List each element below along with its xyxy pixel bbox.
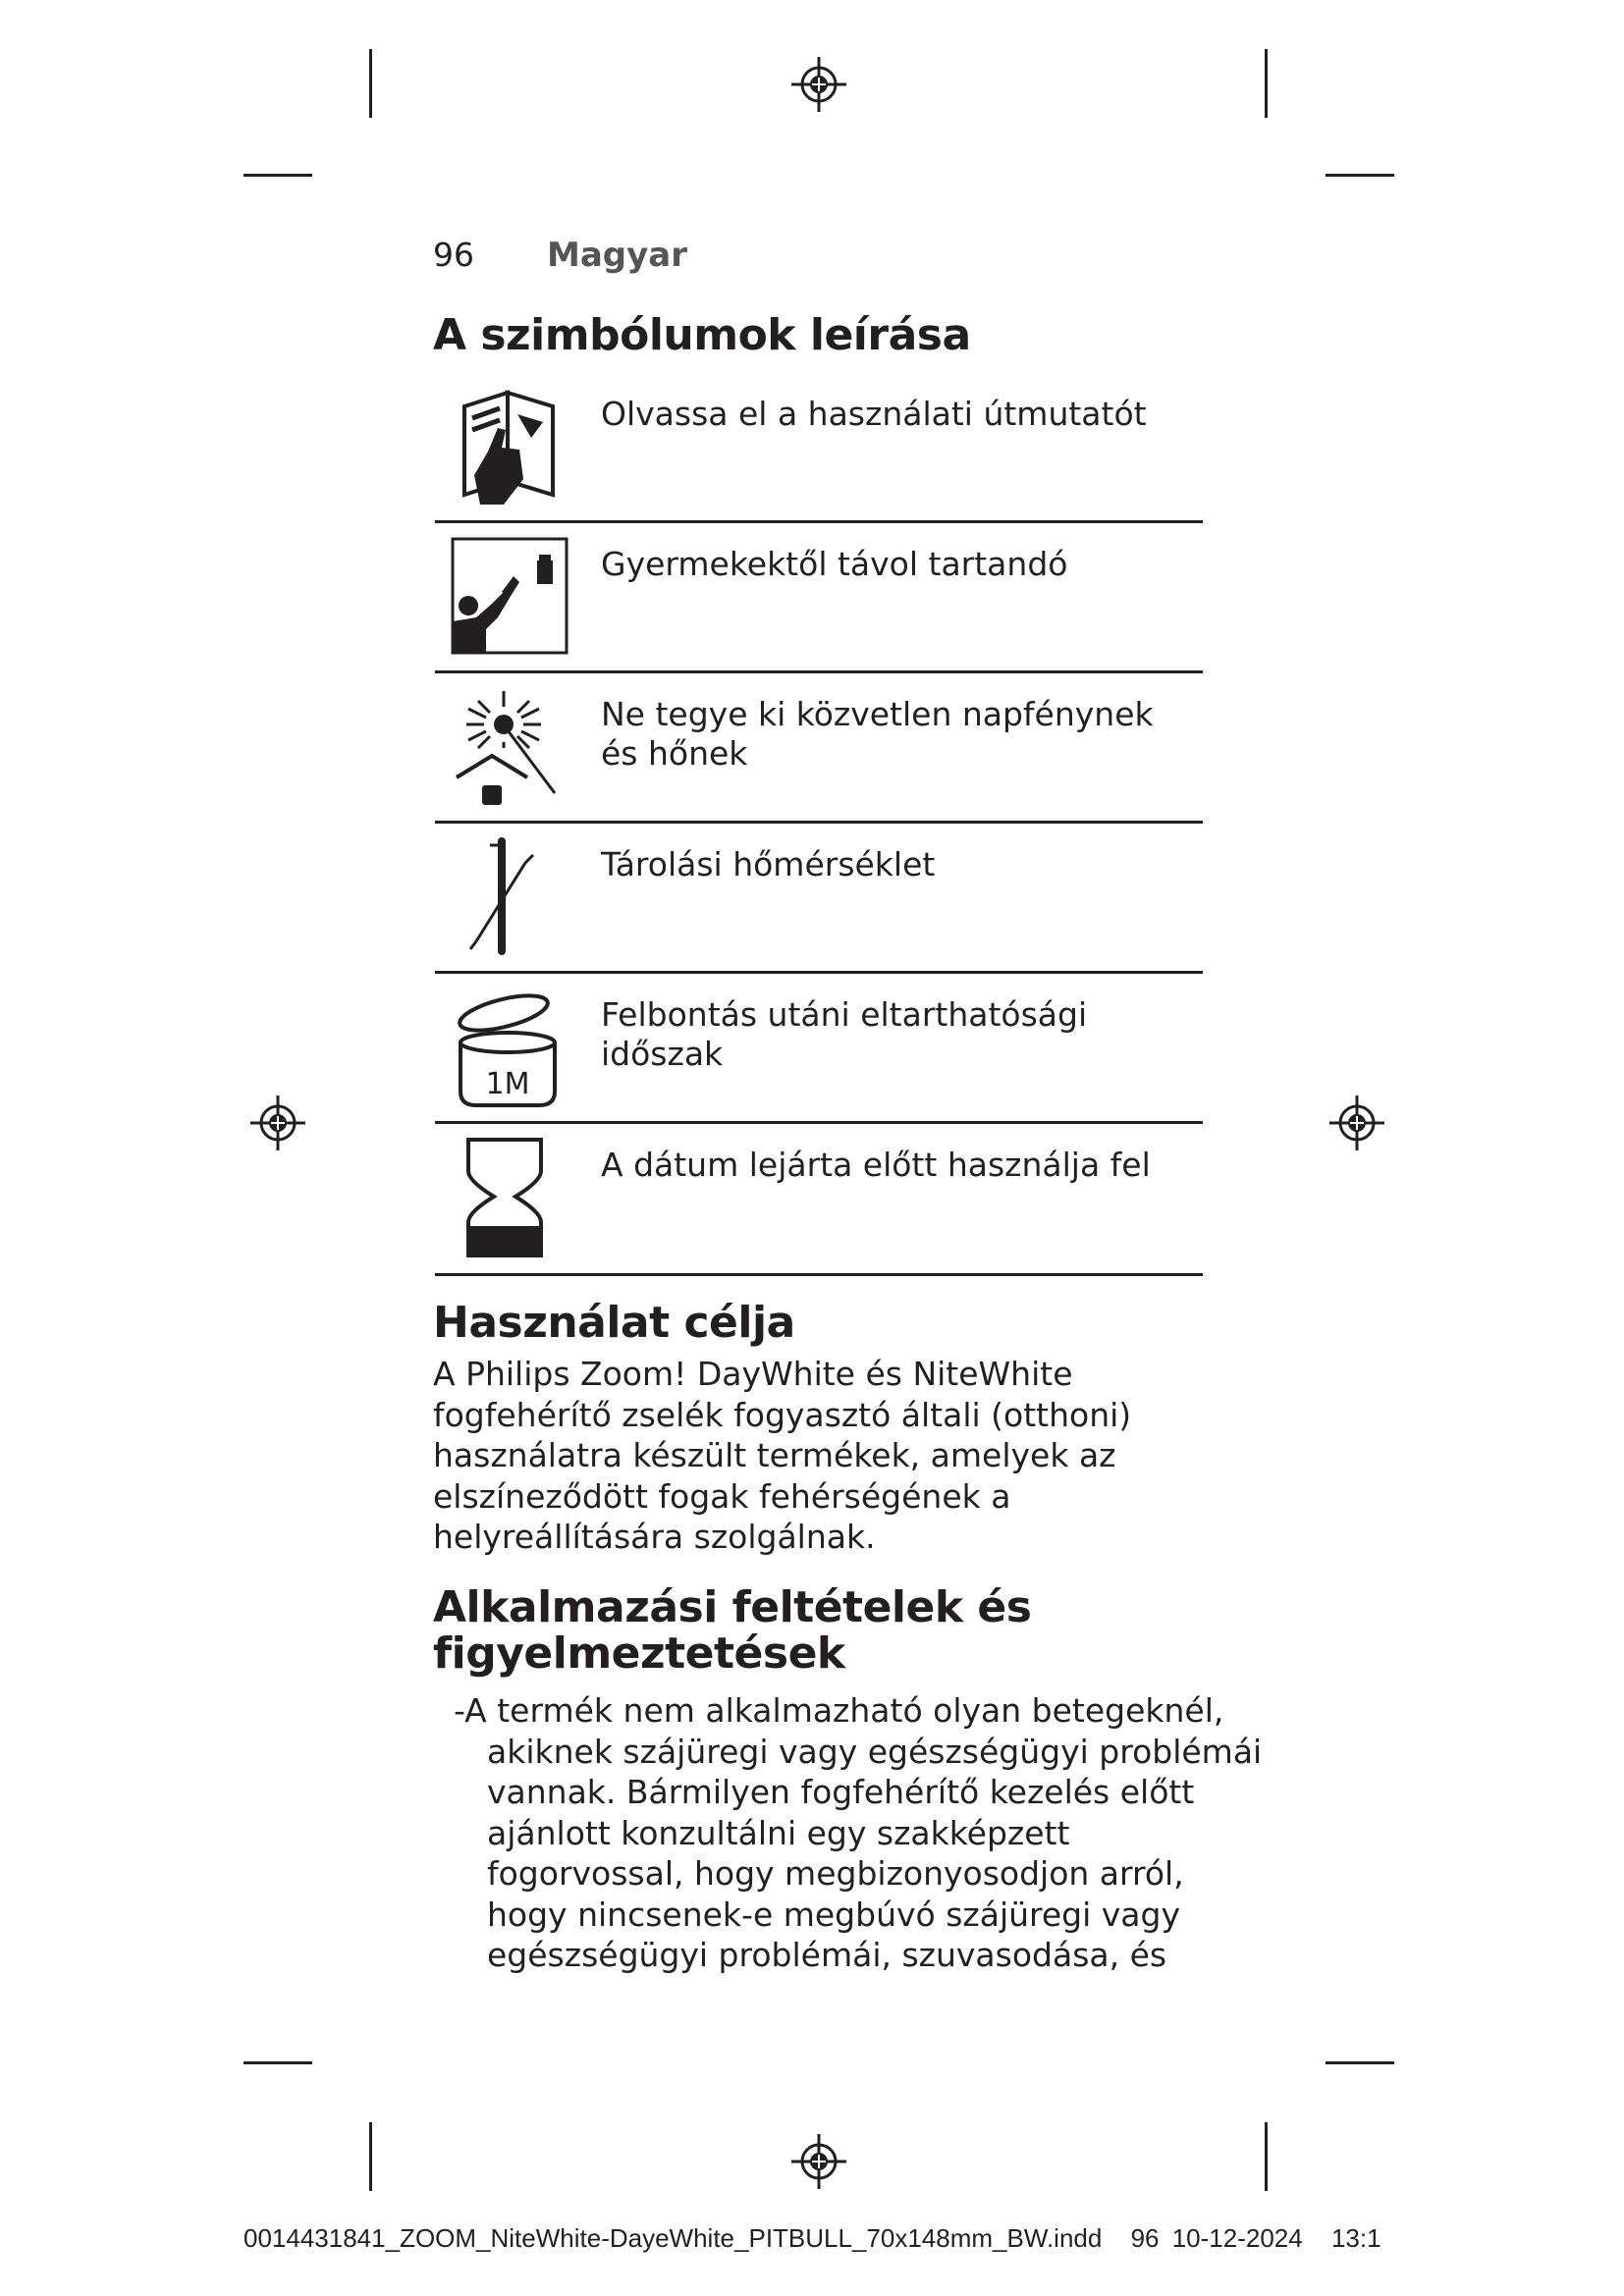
slug-date: 10-12-2024: [1171, 2223, 1303, 2253]
symbols-table: [435, 373, 1203, 1276]
symbol-description: Olvassa el a használati útmutatót: [601, 395, 1147, 433]
symbol-description: Ne tegye ki közvetlen napfénynek és hőnek: [601, 695, 1154, 773]
slug-page-ref: 96: [1130, 2223, 1160, 2253]
page-language: Magyar: [547, 236, 687, 275]
crop-mark: [369, 2122, 372, 2191]
symbol-description: Felbontás utáni eltarthatósági időszak: [601, 995, 1088, 1073]
registration-mark-icon: [791, 2134, 846, 2189]
crop-mark: [1326, 2061, 1394, 2064]
hourglass-icon: [447, 1136, 569, 1258]
period-after-opening-icon: [447, 986, 569, 1108]
registration-mark-icon: [250, 1095, 305, 1150]
slug-filename: 0014431841_ZOOM_NiteWhite-DayeWhite_PITBULL_70x148mm_BW.indd: [244, 2223, 1103, 2253]
symbol-description: A dátum lejárta előtt használja fel: [601, 1146, 1151, 1184]
keep-away-children-icon: [447, 535, 569, 658]
crop-mark: [244, 2061, 312, 2064]
crop-mark: [1326, 174, 1394, 177]
purpose-paragraph: A Philips Zoom! DayWhite és NiteWhite fogfehérítő zselék fogyasztó általi (otthoni) használatra készült termékek, amelyek az elszíneződött fogak fehérségének a helyreállítására szolgálnak.: [433, 1355, 1132, 1556]
symbol-row: [435, 373, 1203, 523]
symbol-row: [435, 824, 1203, 974]
symbol-icon-label: 1M: [485, 1067, 530, 1101]
slug-time: 13:1: [1330, 2223, 1381, 2253]
crop-mark: [1265, 2122, 1268, 2191]
crop-mark: [1265, 49, 1268, 118]
symbol-description: Tárolási hőmérséklet: [601, 845, 936, 883]
symbols-title: A szimbólumok leírása: [433, 310, 971, 360]
symbol-row: [435, 974, 1203, 1124]
conditions-bullet: -A termék nem alkalmazható olyan betegeknél, akiknek szájüregi vagy egészségügyi problémái vannak. Bármilyen fogfehérítő kezelés előtt ajánlott konzultálni egy szakképzett fogorvossal, hogy megbizonyosodjon arról, hogy nincsenek-e megbúvó szájüregi vagy egészségügyi problémái, szuvasodása, és: [454, 1691, 1263, 1974]
crop-mark: [369, 49, 372, 118]
crop-mark: [244, 174, 312, 177]
no-sunlight-heat-icon: [447, 685, 569, 808]
conditions-title: Alkalmazási feltételek és figyelmeztetések: [433, 1582, 1032, 1679]
purpose-title: Használat célja: [433, 1298, 795, 1348]
storage-temperature-icon: [447, 835, 569, 958]
symbol-row: [435, 673, 1203, 824]
read-manual-icon: [447, 385, 569, 507]
symbol-row: [435, 1124, 1203, 1276]
symbol-row: [435, 523, 1203, 673]
print-slug: [244, 2223, 1381, 2254]
symbol-description: Gyermekektől távol tartandó: [601, 545, 1068, 583]
page-number: 96: [433, 236, 474, 274]
registration-mark-icon: [1329, 1095, 1384, 1150]
registration-mark-icon: [791, 57, 846, 112]
